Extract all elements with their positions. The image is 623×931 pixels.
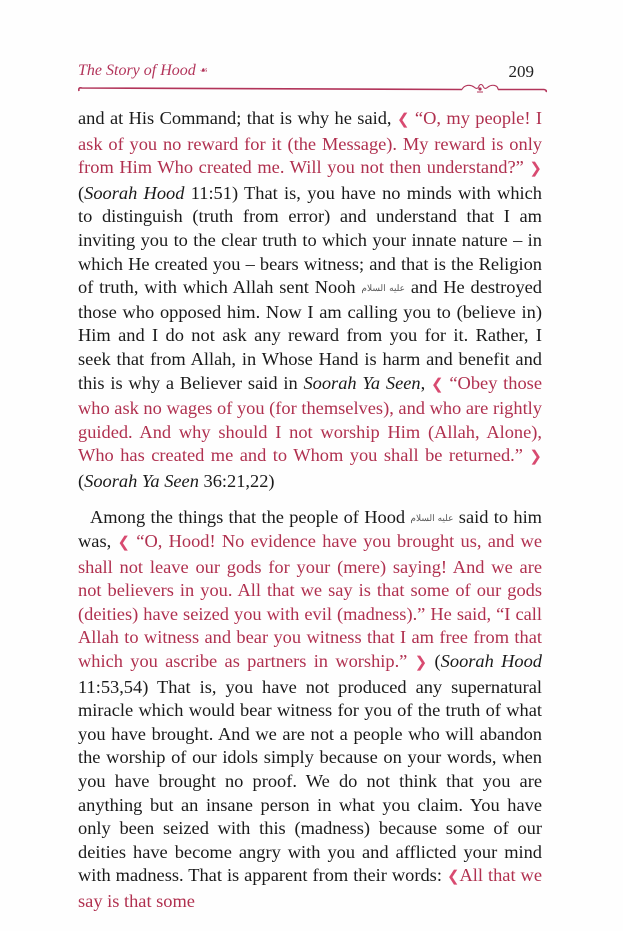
honorific-icon: عليه السلام bbox=[410, 512, 454, 523]
honorific-icon: عليه السلام bbox=[361, 283, 406, 294]
page-body-text bbox=[78, 107, 542, 914]
header-ornament-rule-icon bbox=[78, 83, 548, 93]
body-text: said to him was, bbox=[78, 506, 542, 552]
body-text: and at His Command; that is why he said, bbox=[78, 108, 397, 128]
body-text: and He destroyed those who opposed him. Now I am calling you to (believe in) Him and I do not ask any reward from you for it. Rather, I seek that from Allah, in Whose Hand is harm and benefit and this is why a Believer said in bbox=[78, 277, 542, 393]
body-text: 36:21,22) bbox=[198, 470, 275, 491]
ornate-bracket-close-icon: ❯ bbox=[414, 655, 428, 672]
paragraph bbox=[78, 107, 542, 494]
ornate-bracket-open-icon: ❮ bbox=[117, 535, 131, 552]
body-text: Among the things that the people of Hood bbox=[90, 506, 411, 527]
running-header bbox=[78, 62, 548, 88]
ornate-bracket-open-icon: ❮ bbox=[446, 869, 460, 886]
ornate-bracket-close-icon: ❯ bbox=[529, 449, 542, 466]
surah-reference: Soorah Hood bbox=[84, 182, 185, 203]
page-number: 209 bbox=[508, 62, 534, 81]
running-title-text: The Story of Hood bbox=[78, 62, 196, 79]
body-text: 11:51) That is, you have no minds with which to distinguish (truth from error) and understand that I am inviting you to the clear truth to which your innate nature – in which He created you – bears witness; and that is the Religion of truth, with which Allah sent Nooh bbox=[78, 182, 542, 298]
body-text: ( bbox=[78, 470, 85, 491]
body-text: , bbox=[420, 372, 432, 393]
quran-quote: “O, Hood! No evidence have you brought us, and we shall not leave our gods for your (mere) saying! And we are not believers in you. All that we say is that some of our gods (deities) have seized you with evil (madness).” He said, “I call Allah to witness and bear you witness that I am free from that which you ascribe as partners in worship.” bbox=[78, 531, 542, 672]
surah-reference: Soorah Ya Seen bbox=[303, 372, 421, 393]
surah-reference: Soorah Hood bbox=[440, 651, 542, 672]
ornate-bracket-open-icon: ❮ bbox=[396, 112, 410, 128]
ornate-bracket-open-icon: ❮ bbox=[431, 376, 444, 393]
honorific-icon: ☙ bbox=[199, 65, 208, 75]
running-title bbox=[78, 62, 208, 80]
quran-quote: “O, my people! I ask of you no reward for it (the Message). My reward is only from Him Who created me. Will you not then understand?” bbox=[78, 108, 542, 178]
quran-quote: All that we say is that some bbox=[78, 865, 542, 911]
surah-reference: Soorah Ya Seen bbox=[84, 470, 199, 491]
paragraph bbox=[78, 506, 542, 914]
body-text: ( bbox=[427, 651, 441, 672]
quran-quote: “Obey those who ask no wages of you (for themselves), and who are rightly guided. And why should I not worship Him (Allah, Alone), Who has created me and to Whom you shall be returned.” bbox=[78, 372, 542, 466]
ornate-bracket-close-icon: ❯ bbox=[529, 161, 542, 178]
body-text: ( bbox=[78, 182, 85, 203]
body-text: 11:53,54) That is, you have not produced any supernatural miracle which would bear witness for you of the truth of what you have brought. And we are not a people who will abandon the worship of our idols simply because on your words, when you have brought no proof. We do not think that you are anything but an insane person in what you claim. You have only been seized with this (madness) because some of our deities have become angry with you and afflicted your mind with madness. That is apparent from their words: bbox=[78, 676, 542, 886]
